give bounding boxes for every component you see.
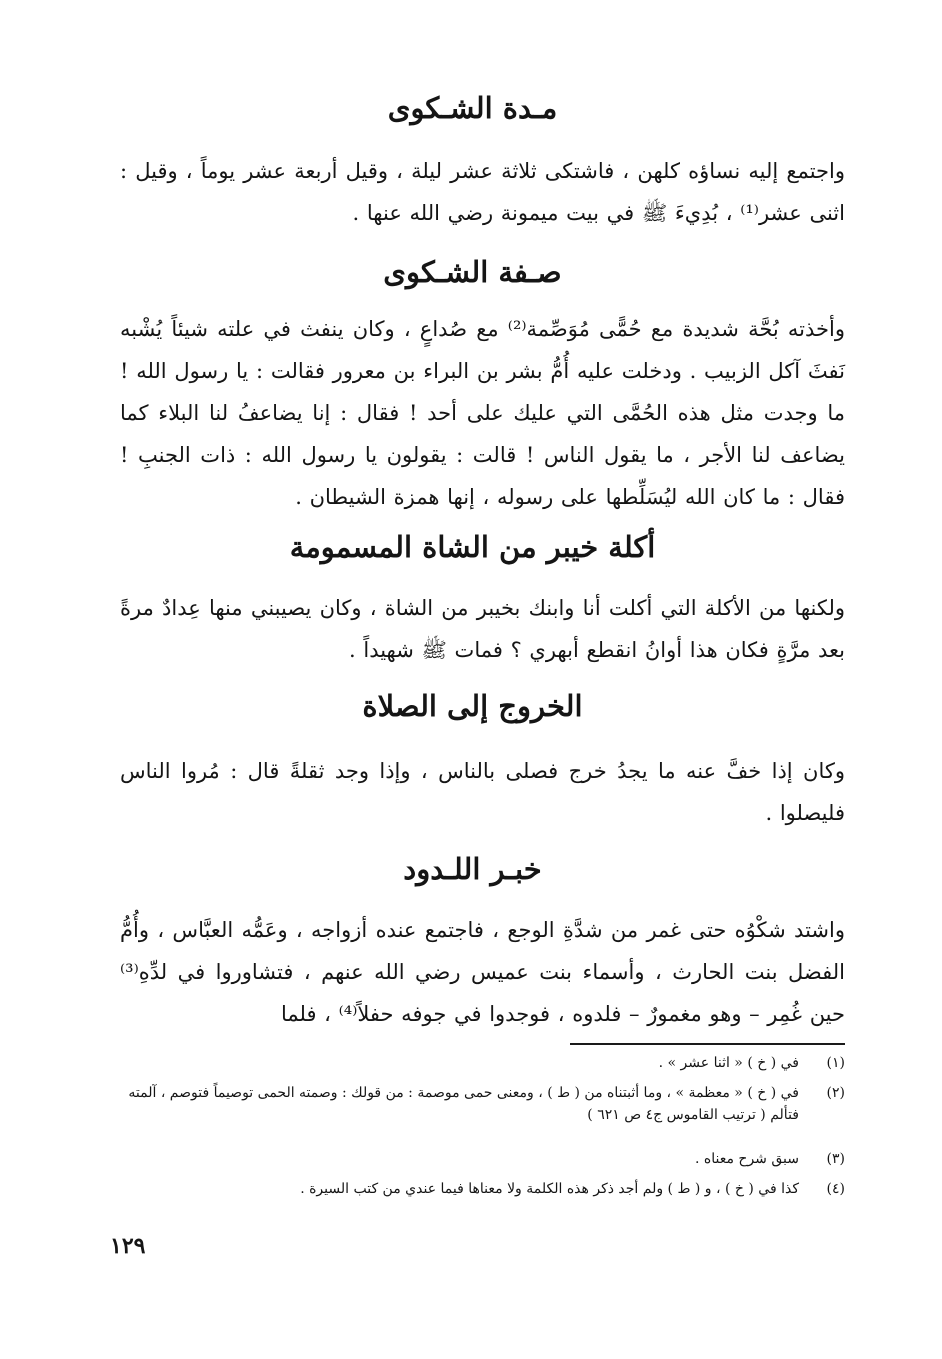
footnote-number: (٤) [826, 1181, 845, 1197]
section-heading-khaybar-poisoned-sheep: أكلة خيبر من الشاة المسمومة [289, 530, 656, 564]
paragraph-going-to-prayer [120, 750, 845, 834]
footnote-text: في ( خ ) « اثنا عشر » . [658, 1055, 799, 1071]
footnote-1 [100, 1052, 845, 1074]
section-heading-illness-description: صـفة الشـكوى [383, 255, 562, 289]
paragraph-khaybar-poisoned-sheep [120, 587, 845, 671]
paragraph-text: وكان إذا خفَّ عنه ما يجدُ خرج فصلى بالناس ، وإذا وجد ثقلةً قال : مُروا الناس فليصلوا . [120, 759, 845, 825]
footnote-text: كذا في ( خ ) ، و ( ط ) ولم أجد ذكر هذه الكلمة ولا معناها فيما عندي من كتب السيرة . [300, 1181, 799, 1197]
section-heading-illness-duration: مـدة الشـكوى [387, 91, 558, 125]
page-number: ١٢٩ [110, 1233, 146, 1259]
paragraph-text: واشتد شكْوُه حتى غمر من شدَّةِ الوجع ، فاجتمع عنده أزواجه ، وعَمُّه العبَّاس ، وأُمُّ الفضل بنت الحارث ، وأسماء بنت عميس رضي الله عنهم ، فتشاوروا في لدِّهِ⁽³⁾ حين غُمِر – وهو مغمورٌ – فلدوه ، فوجدوا في جوفه حفلاً⁽⁴⁾ ، فلما [120, 918, 845, 1026]
footnote-2 [100, 1082, 845, 1126]
footnote-number: (١) [826, 1055, 845, 1071]
footnote-number: (٣) [826, 1151, 845, 1167]
footnote-separator [570, 1043, 845, 1045]
paragraph-illness-duration [120, 150, 845, 234]
footnote-text: سبق شرح معناه . [694, 1151, 799, 1167]
paragraph-ladud [120, 909, 845, 1035]
paragraph-text: ولكنها من الأكلة التي أكلت أنا وابنك بخيبر من الشاة ، وكان يصيبني منها عِدادٌ مرةً بعد مرَّةٍ فكان هذا أوانُ انقطع أبهري ؟ فمات ﷺ شهيداً . [120, 596, 845, 662]
footnote-3 [100, 1148, 845, 1170]
section-heading-ladud: خبـر اللـدود [403, 852, 542, 886]
footnote-4 [100, 1178, 845, 1200]
paragraph-text: وأخذته بُحَّة شديدة مع حُمًّى مُوَصِّمة⁽²⁾ مع صُداعٍ ، وكان ينفث في علته شيئاً يُشْبه نَفثَ آكل الزبيب . ودخلت عليه أُمُّ بشر بن البراء بن معرور فقالت : يا رسول الله ! ما وجدت مثل هذه الحُمَّى التي عليك على أحد ! فقال : إنا يضاعفُ لنا البلاء كما يضاعف لنا الأجر ، ما يقول الناس ! قالت : يقولون يا رسول الله : ذات الجنبِ ! فقال : ما كان الله ليُسَلِّطها على رسوله ، إنها همزة الشيطان . [120, 317, 845, 509]
section-heading-going-to-prayer: الخروج إلى الصلاة [362, 689, 583, 723]
paragraph-illness-description [120, 308, 845, 518]
paragraph-text: واجتمع إليه نساؤه كلهن ، فاشتكى ثلاثة عشر ليلة ، وقيل أربعة عشر يوماً ، وقيل : اثنى عشر⁽¹⁾ ، بُدِيءَ ﷺ في بيت ميمونة رضي الله عنها . [120, 159, 845, 225]
footnote-number: (٢) [826, 1085, 845, 1101]
footnote-text: في ( خ ) « معظمة » ، وما أثبتناه من ( ط ) ، ومعنى حمى موصمة : من قولك : وصمته الحمى توصيماً فتوصم ، آلمته فتألم ( ترتيب القاموس ج٤ ص ٦٢١ ) [128, 1085, 799, 1123]
